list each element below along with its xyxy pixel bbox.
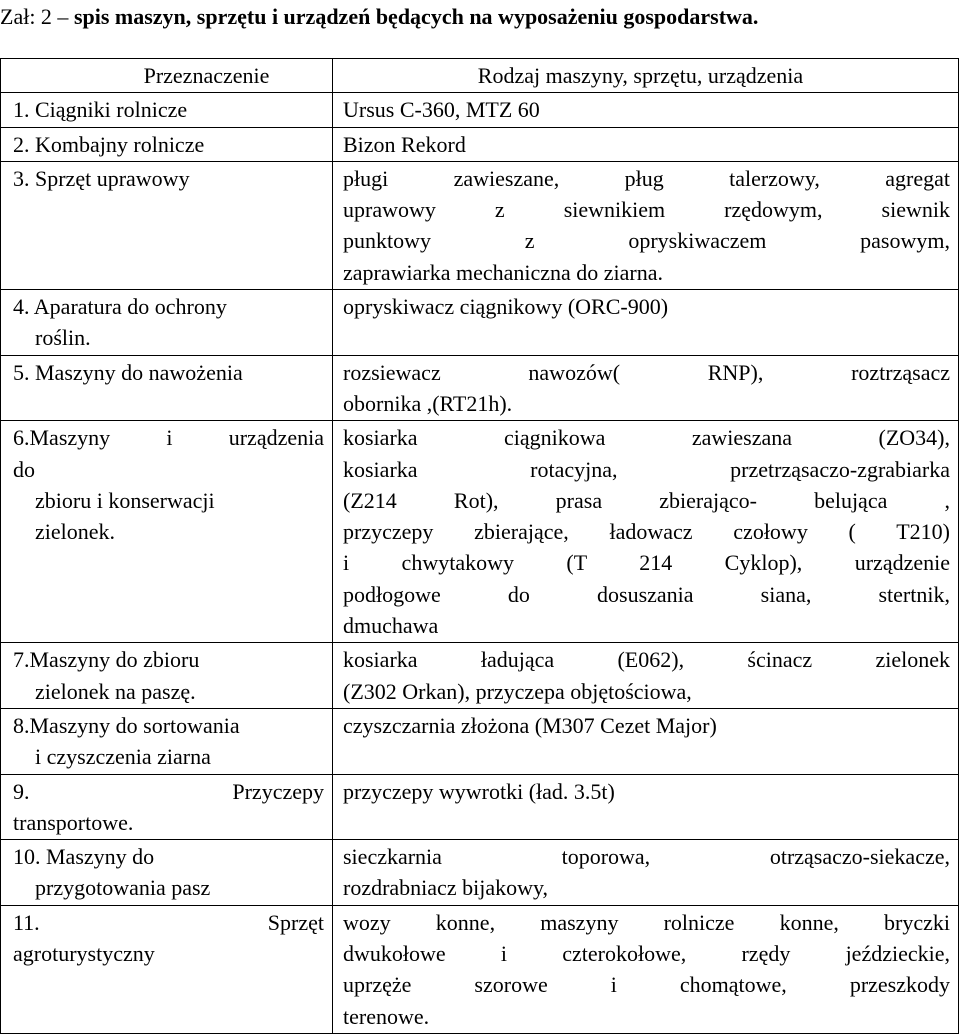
purpose-cell <box>1 905 333 1033</box>
title-prefix: Zał: 2 – <box>0 4 74 29</box>
purpose-cell <box>1 774 333 840</box>
equipment-cell <box>333 161 959 289</box>
equipment-line: opryskiwacz ciągnikowy (ORC-900) <box>343 294 669 320</box>
purpose-line: 11. Sprzęt <box>13 909 324 935</box>
purpose-cell <box>1 161 333 289</box>
purpose-cell <box>1 355 333 421</box>
table-row <box>1 774 959 840</box>
purpose-line: 9. Przyczepy <box>13 778 324 804</box>
equipment-cell <box>333 290 959 356</box>
table-header-row <box>1 59 959 93</box>
table-row <box>1 290 959 356</box>
purpose-line: agroturystyczny <box>13 941 155 967</box>
table-row <box>1 421 959 643</box>
purpose-line: roślin. <box>35 325 91 351</box>
equipment-line: (Z302 Orkan), przyczepa objętościowa, <box>343 678 692 704</box>
table-row <box>1 643 959 709</box>
purpose-line: i czyszczenia ziarna <box>35 744 211 770</box>
equipment-line: czyszczarnia złożona (M307 Cezet Major) <box>343 712 717 738</box>
table-row <box>1 905 959 1033</box>
equipment-line: wozy konne, maszyny rolnicze konne, bryczki <box>343 909 950 935</box>
equipment-cell <box>333 905 959 1033</box>
equipment-line: dmuchawa <box>343 613 439 639</box>
equipment-line: terenowe. <box>343 1003 430 1029</box>
table-row <box>1 840 959 906</box>
equipment-cell <box>333 127 959 161</box>
purpose-line: 2. Kombajny rolnicze <box>13 131 205 157</box>
equipment-cell <box>333 774 959 840</box>
equipment-line: kosiarka ładująca (E062), ścinacz zielonek <box>343 647 950 673</box>
header-equipment: Rodzaj maszyny, sprzętu, urządzenia <box>333 59 959 93</box>
equipment-cell <box>333 355 959 421</box>
header-purpose: Przeznaczenie <box>1 59 333 93</box>
purpose-line: zbioru i konserwacji <box>35 487 215 513</box>
table-row <box>1 93 959 127</box>
equipment-line: zaprawiarka mechaniczna do ziarna. <box>343 259 664 285</box>
purpose-line: transportowe. <box>13 809 134 835</box>
table-row <box>1 161 959 289</box>
purpose-cell <box>1 127 333 161</box>
equipment-line: Bizon Rekord <box>343 131 466 157</box>
purpose-cell <box>1 840 333 906</box>
purpose-line: 6.Maszyny i urządzenia <box>13 425 324 451</box>
equipment-line: (Z214 Rot), prasa zbierająco- belująca , <box>343 487 950 513</box>
equipment-line: dwukołowe i czterokołowe, rzędy jeździeckie, <box>343 941 950 967</box>
purpose-line: 10. Maszyny do <box>13 844 155 870</box>
equipment-line: przyczepy zbierające, ładowacz czołowy ( T210) <box>343 519 950 545</box>
purpose-line: 3. Sprzęt uprawowy <box>13 165 190 191</box>
purpose-cell <box>1 93 333 127</box>
table-row <box>1 127 959 161</box>
equipment-line: punktowy z opryskiwaczem pasowym, <box>343 228 950 254</box>
equipment-cell <box>333 93 959 127</box>
equipment-line: uprzęże szorowe i chomątowe, przeszkody <box>343 972 950 998</box>
purpose-line: 8.Maszyny do sortowania <box>13 712 240 738</box>
purpose-cell <box>1 421 333 643</box>
purpose-line: 4. Aparatura do ochrony <box>13 294 227 320</box>
equipment-line: podłogowe do dosuszania siana, stertnik, <box>343 581 950 607</box>
equipment-cell <box>333 708 959 774</box>
purpose-line: 5. Maszyny do nawożenia <box>13 359 243 385</box>
equipment-line: przyczepy wywrotki (ład. 3.5t) <box>343 778 615 804</box>
equipment-cell <box>333 840 959 906</box>
purpose-cell <box>1 708 333 774</box>
page-title <box>0 2 960 32</box>
equipment-line: pługi zawieszane, pług talerzowy, agregat <box>343 165 950 191</box>
equipment-line: Ursus C-360, MTZ 60 <box>343 97 540 123</box>
table-row <box>1 355 959 421</box>
purpose-line: zielonek. <box>35 519 116 545</box>
title-bold: spis maszyn, sprzętu i urządzeń będących na wyposażeniu gospodarstwa. <box>73 4 759 29</box>
purpose-line: zielonek na paszę. <box>35 678 196 704</box>
purpose-line: 7.Maszyny do zbioru <box>13 647 200 673</box>
equipment-line: kosiarka ciągnikowa zawieszana (ZO34), <box>343 425 950 451</box>
equipment-line: kosiarka rotacyjna, przetrząsaczo-zgrabiarka <box>343 456 950 482</box>
table-row <box>1 708 959 774</box>
equipment-line: i chwytakowy (T 214 Cyklop), urządzenie <box>343 550 950 576</box>
equipment-line: obornika ,(RT21h). <box>343 390 513 416</box>
purpose-line: przygotowania pasz <box>35 875 211 901</box>
purpose-line: do <box>13 456 35 482</box>
purpose-cell <box>1 290 333 356</box>
purpose-line: 1. Ciągniki rolnicze <box>13 97 188 123</box>
equipment-cell <box>333 421 959 643</box>
equipment-line: rozsiewacz nawozów( RNP), roztrząsacz <box>343 359 950 385</box>
equipment-line: uprawowy z siewnikiem rzędowym, siewnik <box>343 197 950 223</box>
purpose-cell <box>1 643 333 709</box>
equipment-line: rozdrabniacz bijakowy, <box>343 875 549 901</box>
equipment-line: sieczkarnia toporowa, otrząsaczo-siekacze, <box>343 844 950 870</box>
equipment-cell <box>333 643 959 709</box>
equipment-table <box>0 58 959 1034</box>
